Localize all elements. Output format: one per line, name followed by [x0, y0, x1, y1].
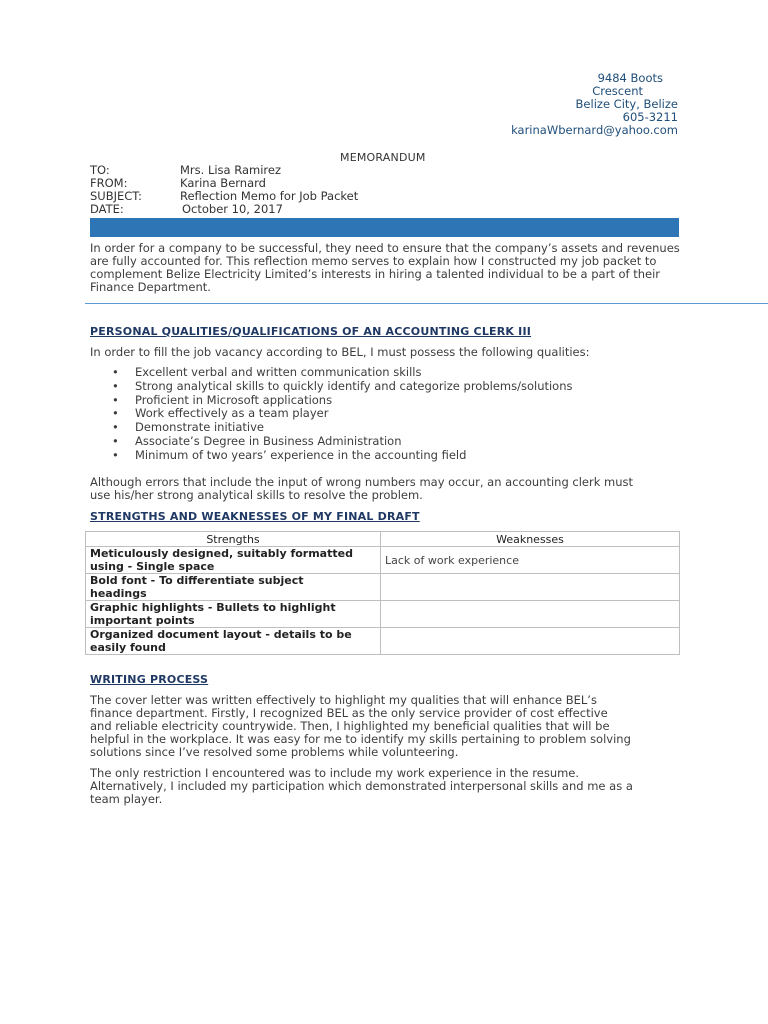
list-item: • Strong analytical skills to quickly identify and categorize problems/solutions [112, 380, 573, 394]
paragraph-line: finance department. Firstly, I recognized BEL as the only service provider of cost effective [90, 706, 608, 720]
memo-title: MEMORANDUM [340, 151, 426, 164]
strength-cell: Organized document layout - details to be easily found [86, 628, 381, 655]
list-item: • Proficient in Microsoft applications [112, 394, 573, 408]
section-divider [85, 303, 768, 304]
list-item: • Associate’s Degree in Business Administration [112, 435, 573, 449]
table-row [86, 628, 680, 655]
table-row [86, 601, 680, 628]
list-item: • Demonstrate initiative [112, 421, 573, 435]
memo-subject-value: Reflection Memo for Job Packet [180, 189, 359, 203]
intro-line: In order for a company to be successful, they need to ensure that the company’s assets and revenues [90, 241, 680, 255]
weakness-cell [381, 628, 680, 655]
address-email: karinaWbernard@yahoo.com [511, 123, 678, 137]
paragraph-line: helpful in the workplace. It was easy for me to identify my skills pertaining to problem solving [90, 732, 631, 746]
strengths-heading: STRENGTHS AND WEAKNESSES OF MY FINAL DRAFT [90, 510, 420, 523]
address-phone: 605-3211 [622, 110, 678, 124]
writing-paragraph-2 [90, 767, 690, 806]
memo-header-bar [90, 218, 679, 237]
table-header-row [86, 532, 680, 547]
paragraph-line: The only restriction I encountered was to include my work experience in the resume. [90, 766, 580, 780]
address-line-2: Crescent [592, 84, 643, 98]
memo-to-value: Mrs. Lisa Ramirez [180, 163, 282, 177]
paragraph-line: Alternatively, I included my participation which demonstrated interpersonal skills and me as a [90, 779, 633, 793]
strength-cell: Graphic highlights - Bullets to highlight important points [86, 601, 381, 628]
weakness-cell [381, 601, 680, 628]
memo-date-value: October 10, 2017 [182, 202, 283, 216]
memo-subject-label: SUBJECT: [90, 189, 142, 203]
paragraph-line: team player. [90, 792, 163, 806]
list-item: • Excellent verbal and written communication skills [112, 366, 573, 380]
memo-date-row [90, 203, 283, 216]
qualities-lead: In order to fill the job vacancy according to BEL, I must possess the following qualities: [90, 345, 590, 359]
qualities-note [90, 476, 690, 502]
memo-from-value: Karina Bernard [180, 176, 266, 190]
qualities-list [112, 366, 573, 463]
table-row [86, 574, 680, 601]
intro-line: Finance Department. [90, 280, 211, 294]
note-line: use his/her strong analytical skills to resolve the problem. [90, 488, 423, 502]
paragraph-line: solutions since I’ve resolved some problems while volunteering. [90, 745, 459, 759]
address-city: Belize City, Belize [575, 97, 678, 111]
address-line-1: 9484 Boots [597, 71, 663, 85]
qualities-heading: PERSONAL QUALITIES/QUALIFICATIONS OF AN ACCOUNTING CLERK III [90, 325, 532, 338]
intro-line: are fully accounted for. This reflection memo serves to explain how I constructed my job packet to [90, 254, 657, 268]
memo-to-label: TO: [90, 163, 110, 177]
weakness-cell [381, 574, 680, 601]
intro-line: complement Belize Electricity Limited’s interests in hiring a talented individual to be a part of their [90, 267, 661, 281]
writing-heading: WRITING PROCESS [90, 673, 209, 686]
strengths-weaknesses-table [85, 531, 680, 655]
note-line: Although errors that include the input of wrong numbers may occur, an accounting clerk must [90, 475, 634, 489]
intro-paragraph [90, 242, 690, 294]
list-item: • Minimum of two years’ experience in the accounting field [112, 449, 573, 463]
strengths-column-header: Strengths [86, 532, 381, 547]
weaknesses-column-header: Weaknesses [381, 532, 680, 547]
list-item: • Work effectively as a team player [112, 407, 573, 421]
strength-cell: Meticulously designed, suitably formatted using - Single space [86, 547, 381, 574]
table-row [86, 547, 680, 574]
weakness-cell: Lack of work experience [381, 547, 680, 574]
paragraph-line: The cover letter was written effectively to highlight my qualities that will enhance BEL’s [90, 693, 597, 707]
sender-address [470, 72, 678, 137]
memo-from-label: FROM: [90, 176, 128, 190]
paragraph-line: and reliable electricity countrywide. Then, I highlighted my beneficial qualities that will be [90, 719, 610, 733]
memo-date-label: DATE: [90, 202, 124, 216]
strength-cell: Bold font - To differentiate subject headings [86, 574, 381, 601]
writing-paragraph-1 [90, 694, 690, 759]
